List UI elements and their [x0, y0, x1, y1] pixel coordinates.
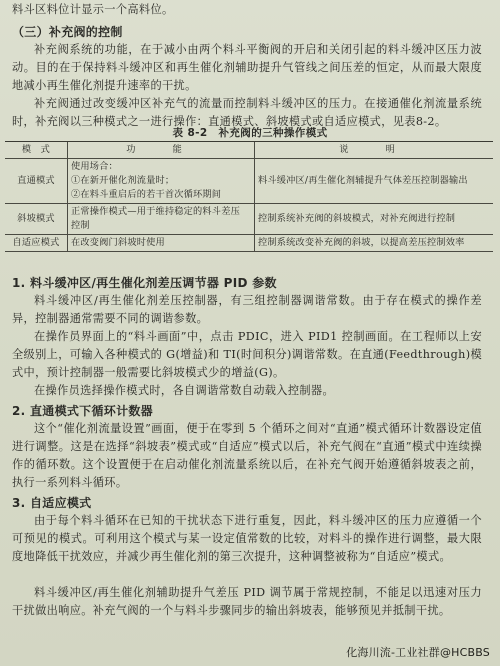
text-line-top: 料斗区料位计显示一个高料位。	[12, 3, 174, 16]
table-cell-function	[68, 235, 255, 252]
table-header-row	[5, 142, 493, 159]
function-line: ②在料斗重启后的若干首次循环期间	[71, 189, 222, 200]
function-line: 使用场合：	[71, 161, 118, 172]
table-row	[5, 159, 493, 204]
paragraph-counter: 这个“催化剂流量设置”画面，便于在零到 5 个循环之间对“直通”模式循环计数器设定值进行调整。这是在选择“斜坡表”模式或“自适应”模式以后，补充气阀在“直通”模式中连续操作的循环数。这个设置便于在启动催化剂流量系统以后，在补充气阀开始遵循斜坡表之前，执行一系列料斗循环。	[12, 422, 482, 489]
paragraph-pid-2: 在操作员界面上的“料斗画面”中，点击 PDIC，进入 PID1 控制画面。在工程师以上安全级别上，可输入各种模式的 G(增益)和 TI(时间积分)调谐常数。在直通(Feedthrough)模式中，预计控制器一般需要比斜坡模式少的增益(G)。	[12, 330, 482, 379]
table-header-function: 功 能	[68, 142, 255, 159]
paragraph-intro-2: 补充阀通过改变缓冲区补充气的流量而控制料斗缓冲区的压力。在接通催化剂流量系统时，补充阀以三种模式之一进行操作：直通模式、斜坡模式或自适应模式，见表8-2。	[12, 97, 482, 128]
watermark-footer: 化海川流-工业社群@HCBBS	[346, 646, 490, 659]
paragraph-adaptive-2: 料斗缓冲区/再生催化剂辅助提升气差压 PID 调节属于常规控制，不能足以迅速对压力干扰做出响应。补充气阀的一个与料斗步骤同步的输出斜坡表，能够预见并抵制干扰。	[12, 586, 482, 617]
paragraph-intro-1: 补充阀系统的功能，在于减小由两个料斗平衡阀的开启和关闭引起的料斗缓冲区压力波动。目的在于保持料斗缓冲区和再生催化剂辅助提升气管线之间压差的恒定，从而最大限度地减小再生催化剂提升速率的干扰。	[12, 43, 482, 92]
function-line: ①在新开催化剂流量时；	[71, 175, 175, 186]
table-header-description: 说 明	[255, 142, 494, 159]
section-heading-valve-control: （三）补充阀的控制	[12, 25, 123, 39]
table-cell-description: 料斗缓冲区/再生催化剂辅提升气体差压控制器输出	[255, 159, 494, 204]
table-cell-description: 控制系统改变补充阀的斜坡，以提高差压控制效率	[255, 235, 494, 252]
subsection-title-counter: 2. 直通模式下循环计数器	[12, 404, 153, 418]
table-row	[5, 235, 493, 252]
table-cell-mode: 斜坡模式	[5, 204, 68, 235]
table-cell-description: 控制系统补充阀的斜坡模式，对补充阀进行控制	[255, 204, 494, 235]
function-line: 正常操作模式—用于维持稳定的料斗差压	[71, 206, 240, 217]
table-header-mode: 模 式	[5, 142, 68, 159]
subsection-title-pid: 1. 料斗缓冲区/再生催化剂差压调节器 PID 参数	[12, 276, 277, 290]
operation-modes-table	[5, 141, 493, 252]
table-cell-mode: 直通模式	[5, 159, 68, 204]
function-line: 在改变阀门斜坡时使用	[71, 237, 165, 248]
table-row	[5, 204, 493, 235]
table-cell-mode: 自适应模式	[5, 235, 68, 252]
table-caption: 表 8-2 补充阀的三种操作模式	[172, 127, 328, 139]
table-cell-function	[68, 204, 255, 235]
paragraph-pid-3: 在操作员选择操作模式时，各自调谐常数自动载入控制器。	[34, 384, 334, 397]
subsection-title-adaptive: 3. 自适应模式	[12, 496, 92, 510]
paragraph-pid-1: 料斗缓冲区/再生催化剂差压控制器，有三组控制器调谐常数。由于存在模式的操作差异，控制器通常需要不同的调谐参数。	[12, 294, 482, 325]
function-line: 控制	[71, 220, 90, 231]
table-cell-function	[68, 159, 255, 204]
paragraph-adaptive-1: 由于每个料斗循环在已知的干扰状态下进行重复，因此，料斗缓冲区的压力应遵循一个可预见的模式。可利用这个模式与某一设定值常数的比较，对料斗的操作进行调整，最大限度地降低干扰效应，并减少再生催化剂的第三次提升，这种调整被称为“自适应”模式。	[12, 514, 482, 563]
